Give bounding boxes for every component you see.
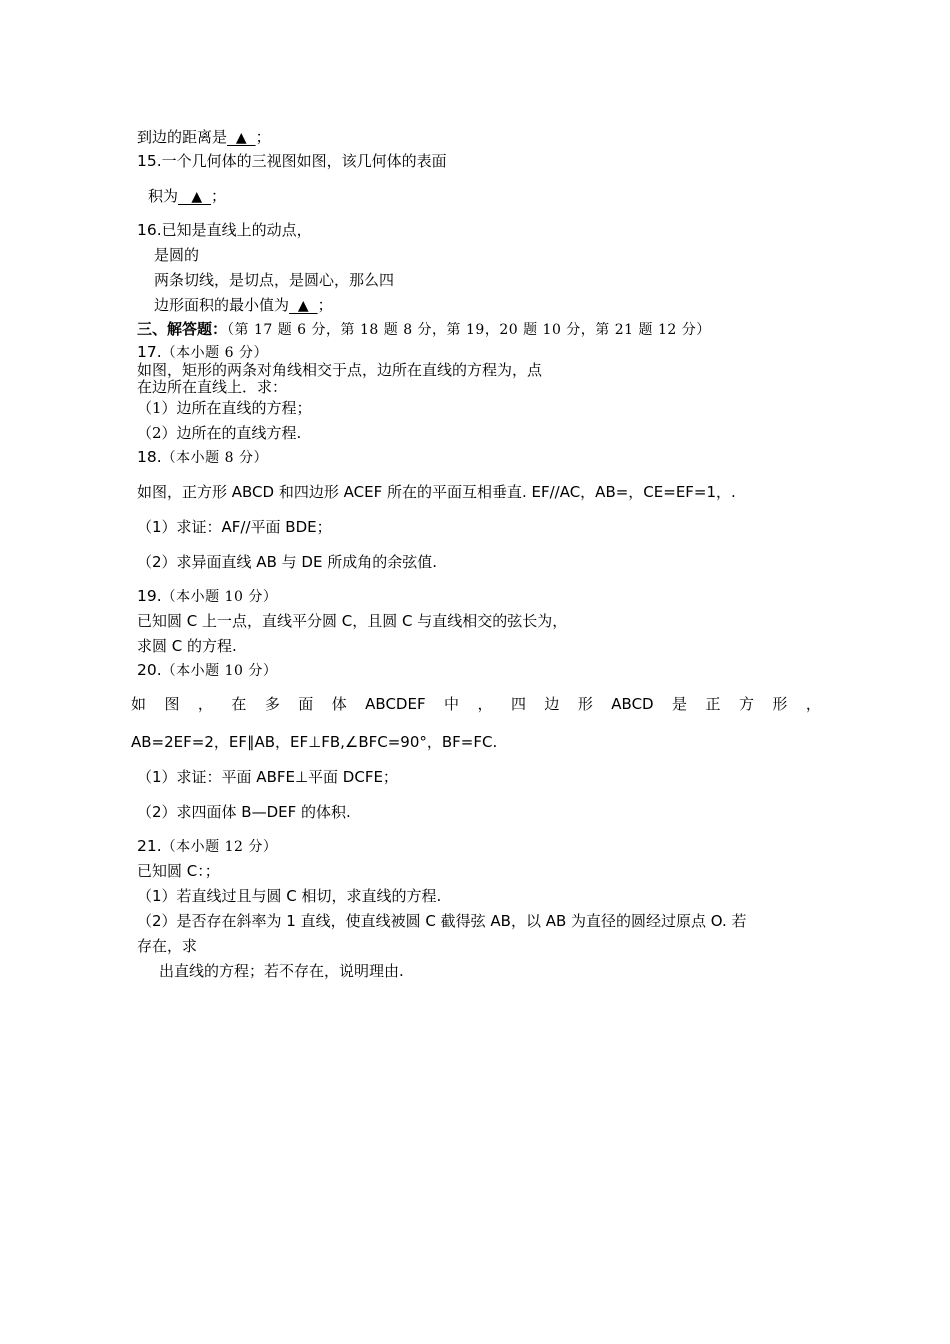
question-points: （本小题 10 分） xyxy=(161,663,278,679)
question-15-cont xyxy=(148,189,226,204)
question-20-part-2: （2）求四面体 B—DEF 的体积. xyxy=(137,803,351,821)
answer-blank: ▲ xyxy=(227,130,256,146)
question-number: 20. xyxy=(137,661,162,679)
question-17 xyxy=(137,345,268,361)
question-number: 21. xyxy=(137,837,162,855)
question-20-text-justified xyxy=(131,697,821,712)
question-20-text-2: AB=2EF=2，EF∥AB，EF⊥FB,∠BFC=90°，BF=FC. xyxy=(131,733,498,751)
justified-word: 图 xyxy=(164,695,180,713)
question-21-part-2-cont: 存在，求 xyxy=(137,937,198,955)
justified-word: ABCDEF xyxy=(365,695,426,713)
question-16-cont-1: 是圆的 xyxy=(154,246,200,264)
question-21-part-2: （2）是否存在斜率为 1 直线，使直线被圆 C 截得弦 AB，以 AB 为直径的圆经过原点 O. 若 xyxy=(137,912,747,930)
justified-word: 正 xyxy=(705,695,721,713)
question-17-text-2: 在边所在直线上．求： xyxy=(137,378,288,396)
answer-blank: ▲ xyxy=(289,298,318,314)
justified-word: 多 xyxy=(264,695,280,713)
question-points: （本小题 8 分） xyxy=(161,450,268,466)
question-number: 18. xyxy=(137,448,162,466)
justified-word: ， xyxy=(477,695,493,713)
text: 到边的距离是 xyxy=(137,128,228,146)
justified-word: 方 xyxy=(738,695,754,713)
question-20 xyxy=(137,663,277,679)
question-text: 已知是直线上的动点， xyxy=(161,221,312,239)
question-points: （本小题 12 分） xyxy=(161,839,278,855)
text: ； xyxy=(317,296,333,314)
section-score-note: （第 17 题 6 分，第 18 题 8 分，第 19，20 题 10 分，第 21 题 12 分） xyxy=(227,322,711,338)
question-17-part-2: （2）边所在的直线方程. xyxy=(137,424,302,442)
question-18 xyxy=(137,450,268,466)
justified-word: 形 xyxy=(772,695,788,713)
justified-word: 形 xyxy=(577,695,593,713)
justified-word: 在 xyxy=(231,695,247,713)
section-title: 三、解答题： xyxy=(137,320,228,338)
question-points: （本小题 6 分） xyxy=(161,345,268,361)
justified-word: 如 xyxy=(131,695,147,713)
justified-word: ， xyxy=(805,695,821,713)
question-19 xyxy=(137,589,277,605)
question-points: （本小题 10 分） xyxy=(161,589,278,605)
line-distance-blank xyxy=(137,130,271,145)
question-number: 17. xyxy=(137,343,162,361)
question-number: 15. xyxy=(137,152,162,170)
question-16-cont-2: 两条切线，是切点，是圆心，那么四 xyxy=(154,271,395,289)
question-21-part-2-cont-2: 出直线的方程；若不存在，说明理由. xyxy=(159,962,404,980)
question-text: 边形面积的最小值为 xyxy=(154,296,290,314)
question-18-part-1: （1）求证：AF//平面 BDE； xyxy=(137,518,332,536)
section-3-heading xyxy=(137,322,711,337)
justified-word: 体 xyxy=(331,695,347,713)
answer-blank: ▲ xyxy=(178,189,212,205)
question-18-text: 如图，正方形 ABCD 和四边形 ACEF 所在的平面互相垂直. EF//AC，AB=，CE=EF=1，. xyxy=(137,483,736,501)
justified-word: ABCD xyxy=(611,695,654,713)
question-16 xyxy=(137,223,312,239)
question-18-part-2: （2）求异面直线 AB 与 DE 所成角的余弦值. xyxy=(137,553,437,571)
question-21-part-1: （1）若直线过且与圆 C 相切，求直线的方程. xyxy=(137,887,442,905)
question-number: 19. xyxy=(137,587,162,605)
question-19-text-2: 求圆 C 的方程. xyxy=(137,637,237,655)
question-20-part-1: （1）求证：平面 ABFE⊥平面 DCFE； xyxy=(137,768,398,786)
question-text: 一个几何体的三视图如图，该几何体的表面 xyxy=(161,152,447,170)
text: ； xyxy=(211,187,227,205)
justified-word: 是 xyxy=(672,695,688,713)
question-number: 16. xyxy=(137,221,162,239)
justified-word: ， xyxy=(197,695,213,713)
justified-word: 边 xyxy=(544,695,560,713)
question-text: 积为 xyxy=(148,187,179,205)
question-21-text: 已知圆 C：； xyxy=(137,862,220,880)
question-21 xyxy=(137,839,277,855)
question-19-text-1: 已知圆 C 上一点，直线平分圆 C，且圆 C 与直线相交的弦长为， xyxy=(137,612,568,630)
justified-word: 中 xyxy=(444,695,460,713)
question-17-part-1: （1）边所在直线的方程； xyxy=(137,399,312,417)
justified-word: 面 xyxy=(298,695,314,713)
question-15 xyxy=(137,154,447,170)
justified-word: 四 xyxy=(510,695,526,713)
question-16-cont-3 xyxy=(154,298,333,313)
text: ； xyxy=(255,128,271,146)
question-17-text-1: 如图，矩形的两条对角线相交于点，边所在直线的方程为，点 xyxy=(137,361,543,379)
